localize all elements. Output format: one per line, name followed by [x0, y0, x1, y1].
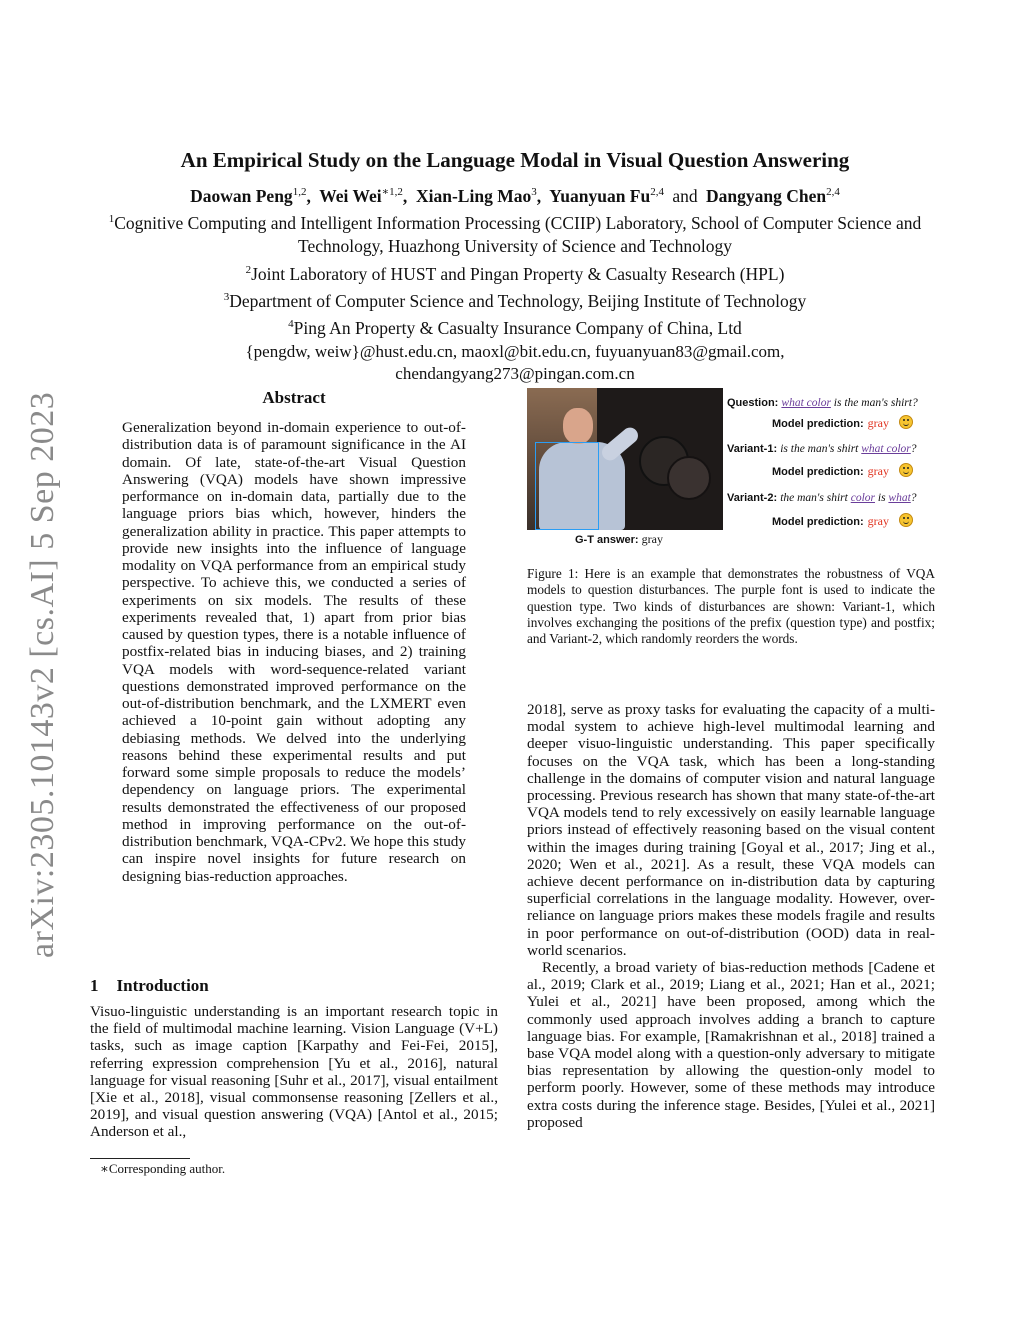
author-affiliation-mark: 2,4: [826, 186, 840, 198]
author-conjunction: and: [672, 185, 698, 206]
footnote: ∗Corresponding author.: [100, 1161, 226, 1176]
author-list: Daowan Peng$^{1,2}$, Wei Wei$^{∗1,2}$, Xian-Ling Mao$^3$, Yuanyuan Fu$^{2,4}$ and Dangyang Chen$^{2,4}$: [190, 185, 840, 206]
prediction-label: Model prediction:: [772, 466, 864, 478]
question-type-highlight: color: [850, 492, 875, 504]
question-variant-2: [727, 492, 937, 504]
affiliation-text: Joint Laboratory of HUST and Pingan Property & Casualty Research (HPL): [251, 263, 785, 284]
variant-label: Variant-2:: [727, 492, 778, 504]
gt-value: gray: [641, 532, 663, 546]
abstract-heading: Abstract: [262, 388, 326, 407]
variant-label: Variant-1:: [727, 443, 778, 455]
body-paragraph: Recently, a broad variety of bias-reduction methods [Cadene et al., 2019; Clark et al., 2019; Liang et al., 2021; Han et al., 2021; Yulei et al., 2021] have been proposed, among which the commonly used approach involves adding a branch to capture language bias. For example, [Ramakrishnan et al., 2018] trained a base VQA model along with a question-only adversary to mitigate bias representation by allowing the question-only model to perform poorly. However, some of these methods may introduce extra costs during the inference stage. Besides, [Yulei et al., 2021] proposed: [527, 959, 935, 1131]
author-name: Xian-Ling Mao: [416, 185, 532, 206]
prediction-label: Model prediction:: [772, 418, 864, 430]
arxiv-identifier-text: arXiv:2305.10143v2 [cs.AI] 5 Sep 2023: [24, 391, 61, 958]
paper-header: [80, 146, 950, 385]
author-name: Daowan Peng: [190, 185, 293, 206]
variant-text: is: [877, 492, 886, 504]
figure-photo-man-in-kitchen: [527, 388, 723, 530]
author-name: Wei Wei: [319, 185, 382, 206]
photo-head: [563, 408, 593, 444]
gt-label: G-T answer:: [575, 534, 639, 546]
affiliation: [80, 208, 950, 259]
affiliation-mark: 4: [288, 318, 294, 331]
question-type-highlight: what: [888, 492, 911, 504]
ground-truth-answer: [575, 532, 663, 547]
question-label: Question:: [727, 397, 779, 409]
smiley-face-icon: [899, 463, 913, 477]
prediction-value: gray: [867, 416, 889, 430]
author-affiliation-mark: 3: [531, 186, 537, 198]
affiliation-mark: 1: [108, 212, 115, 225]
author-emails-continued: chendangyang273@pingan.com.cn: [395, 363, 635, 383]
affiliation-mark: 3: [223, 290, 230, 303]
affiliation-text: Ping An Property & Casualty Insurance Company of China, Ltd: [293, 318, 742, 339]
section-number: 1: [90, 976, 99, 995]
question-variant-1: [727, 443, 937, 455]
abstract-body: Generalization beyond in-domain experience to out-of-distribution data is of paramount significance in the AI domain. Of late, state-of-the-art Visual Question Answering (VQA) models have shown impressive performance on in-domain data, partially due to the language priors bias which, however, hinders the generalization ability in practice. This paper attempts to provide new insights into the influence of language modality on VQA performance from an empirical study perspective. To achieve this, we conducted a series of experiments on six models. The results of these experiments revealed that, 1) apart from prior bias caused by question types, there is a notable influence of postfix-related bias in inducing biases, and 2) training VQA models with word-sequence-related variant questions demonstrated improved performance on the out-of-distribution benchmark, and the LXMERT even achieved a 10-point gain without adopting any debiasing methods. We delved into the underlying reasons behind these experimental results and put forward some simple proposals to reduce the models’ dependency on language priors. The experimental results demonstrated the effectiveness of our proposed method in improving performance on the out-of-distribution benchmark, VQA-CPv2. We hope this study can inspire novel insights for future research on designing bias-reduction approaches.: [122, 419, 466, 885]
question-original: [727, 397, 937, 409]
prediction-value: gray: [867, 514, 889, 528]
affiliation: [80, 313, 950, 340]
figure-1: [527, 388, 937, 550]
author-emails: {pengdw, weiw}@hust.edu.cn, maoxl@bit.edu.cn, fuyuanyuan83@gmail.com,: [245, 341, 785, 361]
detection-bounding-box: [535, 442, 599, 530]
introduction-paragraph: Visuo-linguistic understanding is an important research topic in the field of multimodal machine learning. Vision Language (V+L) tasks, such as image caption [Karpathy and Fei-Fei, 2015], referring expression comprehension [Yu et al., 2016], natural language for visual reasoning [Suhr et al., 2017], visual entailment [Xie et al., 2018], visual commonsense reasoning [Zellers et al., 2019], and visual question answering (VQA) [Antol et al., 2015; Anderson et al.,: [90, 1003, 498, 1141]
author-name: Yuanyuan Fu: [549, 185, 651, 206]
affiliation: [80, 259, 950, 286]
author-name: Dangyang Chen: [706, 185, 827, 206]
photo-pan: [667, 456, 711, 500]
variant-punct: ?: [910, 443, 917, 455]
model-prediction: [772, 463, 913, 479]
question-type-highlight: what color: [781, 397, 831, 409]
smiley-face-icon: [899, 415, 913, 429]
question-text: is the man's shirt?: [833, 397, 918, 409]
author-affiliation-mark: ∗1,2: [381, 186, 403, 198]
figure-caption: Figure 1: Here is an example that demonstrates the robustness of VQA models to question disturbances. The purple font is used to indicate the question type. Two kinds of disturbances are shown: Variant-1, which involves exchanging the positions of the prefix (question type) and postfix; and Variant-2, which randomly reorders the words.: [527, 566, 935, 647]
smiley-face-icon: [899, 513, 913, 527]
right-column-body: [527, 701, 935, 1131]
model-prediction: [772, 513, 913, 529]
variant-punct: ?: [910, 492, 917, 504]
affiliation-text: Cognitive Computing and Intelligent Information Processing (CCIIP) Laboratory, School of Computer Science and Technology, Huazhong University of Science and Technology: [114, 212, 922, 257]
prediction-label: Model prediction:: [772, 516, 864, 528]
question-type-highlight: what color: [861, 443, 911, 455]
affiliation-mark: 2: [245, 263, 252, 276]
affiliation: [80, 286, 950, 313]
author-affiliation-mark: 1,2: [292, 186, 307, 198]
variant-text: is the man's shirt: [780, 443, 859, 455]
model-prediction: [772, 415, 913, 431]
paper-title: An Empirical Study on the Language Modal in Visual Question Answering: [180, 148, 850, 172]
author-affiliation-mark: 2,4: [650, 186, 664, 198]
body-paragraph: 2018], serve as proxy tasks for evaluating the capacity of a multi-modal system to achieve high-level multimodal learning and deeper visuo-linguistic understanding. This paper specifically focuses on the VQA task, which has been a long-standing challenge in the domains of computer vision and natural language processing. Previous research has shown that many state-of-the-art VQA models tend to rely excessively on easily learnable language priors instead of effectively reasoning based on the visual content within the images during training [Goyal et al., 2017; Jing et al., 2020; Wen et al., 2021]. As a result, these VQA models can achieve decent performance on in-distribution data by capturing superficial correlations in the language modality. However, over-reliance on language priors makes these models fragile and results in poor performance on out-of-distribution (OOD) data in real-world scenarios.: [527, 701, 935, 959]
prediction-value: gray: [867, 464, 889, 478]
variant-text: the man's shirt: [780, 492, 848, 504]
section-heading-introduction: [90, 976, 209, 996]
footnote-divider: [90, 1158, 190, 1159]
affiliation-text: Department of Computer Science and Technology, Beijing Institute of Technology: [229, 290, 807, 311]
section-title: Introduction: [116, 976, 209, 995]
